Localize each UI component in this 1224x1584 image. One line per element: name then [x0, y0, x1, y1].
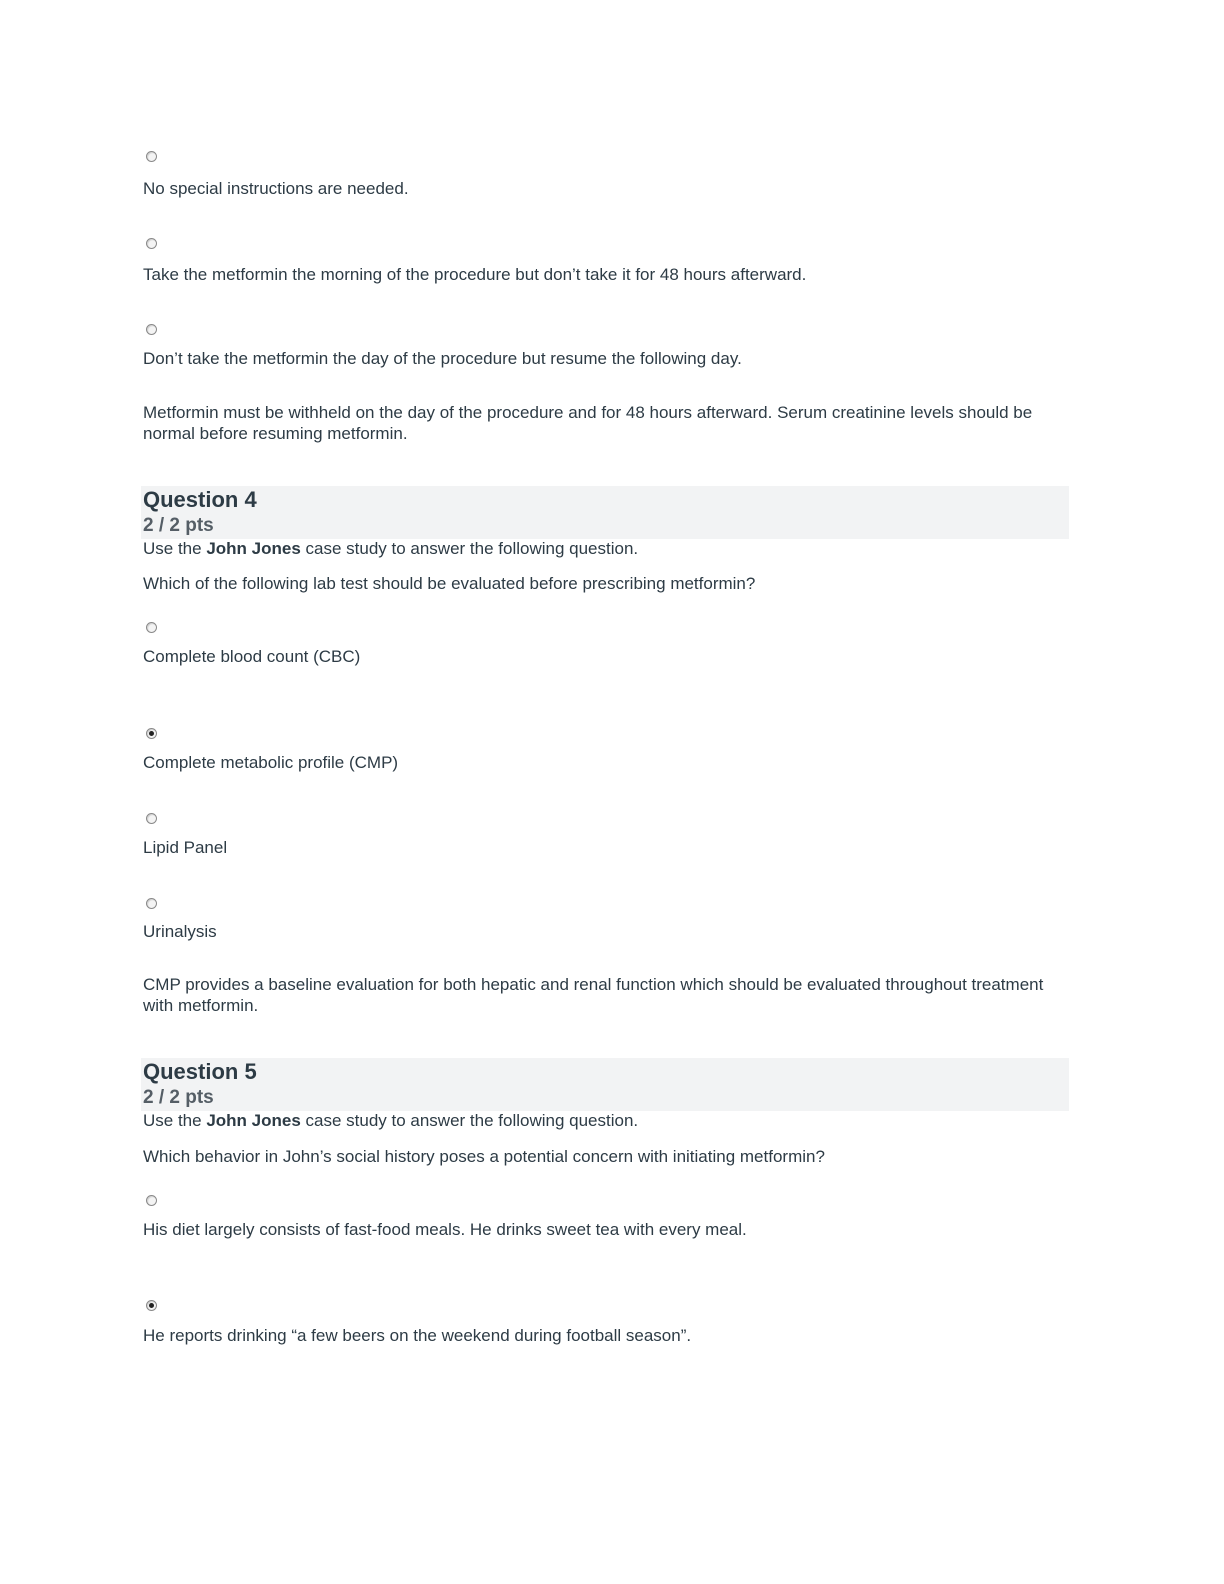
q5-option-1-radio[interactable] — [146, 1195, 157, 1206]
q4-intro-post: case study to answer the following question. — [300, 539, 639, 558]
q3-option-2-label: Take the metformin the morning of the procedure but don’t take it for 48 hours afterward. — [143, 265, 807, 284]
q3-option-1-label: No special instructions are needed. — [143, 179, 409, 198]
q5-points: 2 / 2 pts — [143, 1087, 214, 1108]
q3-option-3-label: Don’t take the metformin the day of the procedure but resume the following day. — [143, 349, 742, 368]
q5-intro-post: case study to answer the following question. — [300, 1111, 639, 1130]
q4-header — [141, 486, 1069, 539]
q4-option-2-label: Complete metabolic profile (CMP) — [143, 753, 399, 772]
q4-option-2-radio[interactable] — [146, 728, 157, 739]
q4-feedback: CMP provides a baseline evaluation for both hepatic and renal function which should be evaluated throughout treatment with metformin. — [143, 975, 1044, 1015]
q4-intro-case-name: John Jones — [206, 539, 301, 558]
q5-option-1-label: His diet largely consists of fast-food meals. He drinks sweet tea with every meal. — [143, 1220, 747, 1239]
q4-option-3-label: Lipid Panel — [143, 838, 228, 857]
q3-feedback: Metformin must be withheld on the day of the procedure and for 48 hours afterward. Serum creatinine levels should be normal before resuming metformin. — [143, 403, 1033, 443]
q5-question-text: Which behavior in John’s social history poses a potential concern with initiating metformin? — [143, 1147, 825, 1166]
q4-option-4-radio[interactable] — [146, 898, 157, 909]
q4-option-3-radio[interactable] — [146, 813, 157, 824]
q5-header — [141, 1058, 1069, 1111]
q5-intro — [143, 1110, 1073, 1131]
q5-option-2-label: He reports drinking “a few beers on the weekend during football season”. — [143, 1326, 692, 1345]
q4-option-4-label: Urinalysis — [143, 922, 217, 941]
q4-option-1-radio[interactable] — [146, 622, 157, 633]
q4-intro-pre: Use the — [143, 539, 207, 558]
q4-title: Question 4 — [143, 487, 257, 512]
q3-option-2-radio[interactable] — [146, 238, 157, 249]
q5-option-2-radio[interactable] — [146, 1300, 157, 1311]
q4-question-text: Which of the following lab test should be evaluated before prescribing metformin? — [143, 574, 756, 593]
q3-option-3-radio[interactable] — [146, 324, 157, 335]
q5-intro-case-name: John Jones — [206, 1111, 301, 1130]
q5-intro-pre: Use the — [143, 1111, 207, 1130]
q4-option-1-label: Complete blood count (CBC) — [143, 647, 361, 666]
q3-option-1-radio[interactable] — [146, 151, 157, 162]
q5-title: Question 5 — [143, 1059, 257, 1084]
q4-intro — [143, 538, 1073, 559]
q4-points: 2 / 2 pts — [143, 515, 214, 536]
